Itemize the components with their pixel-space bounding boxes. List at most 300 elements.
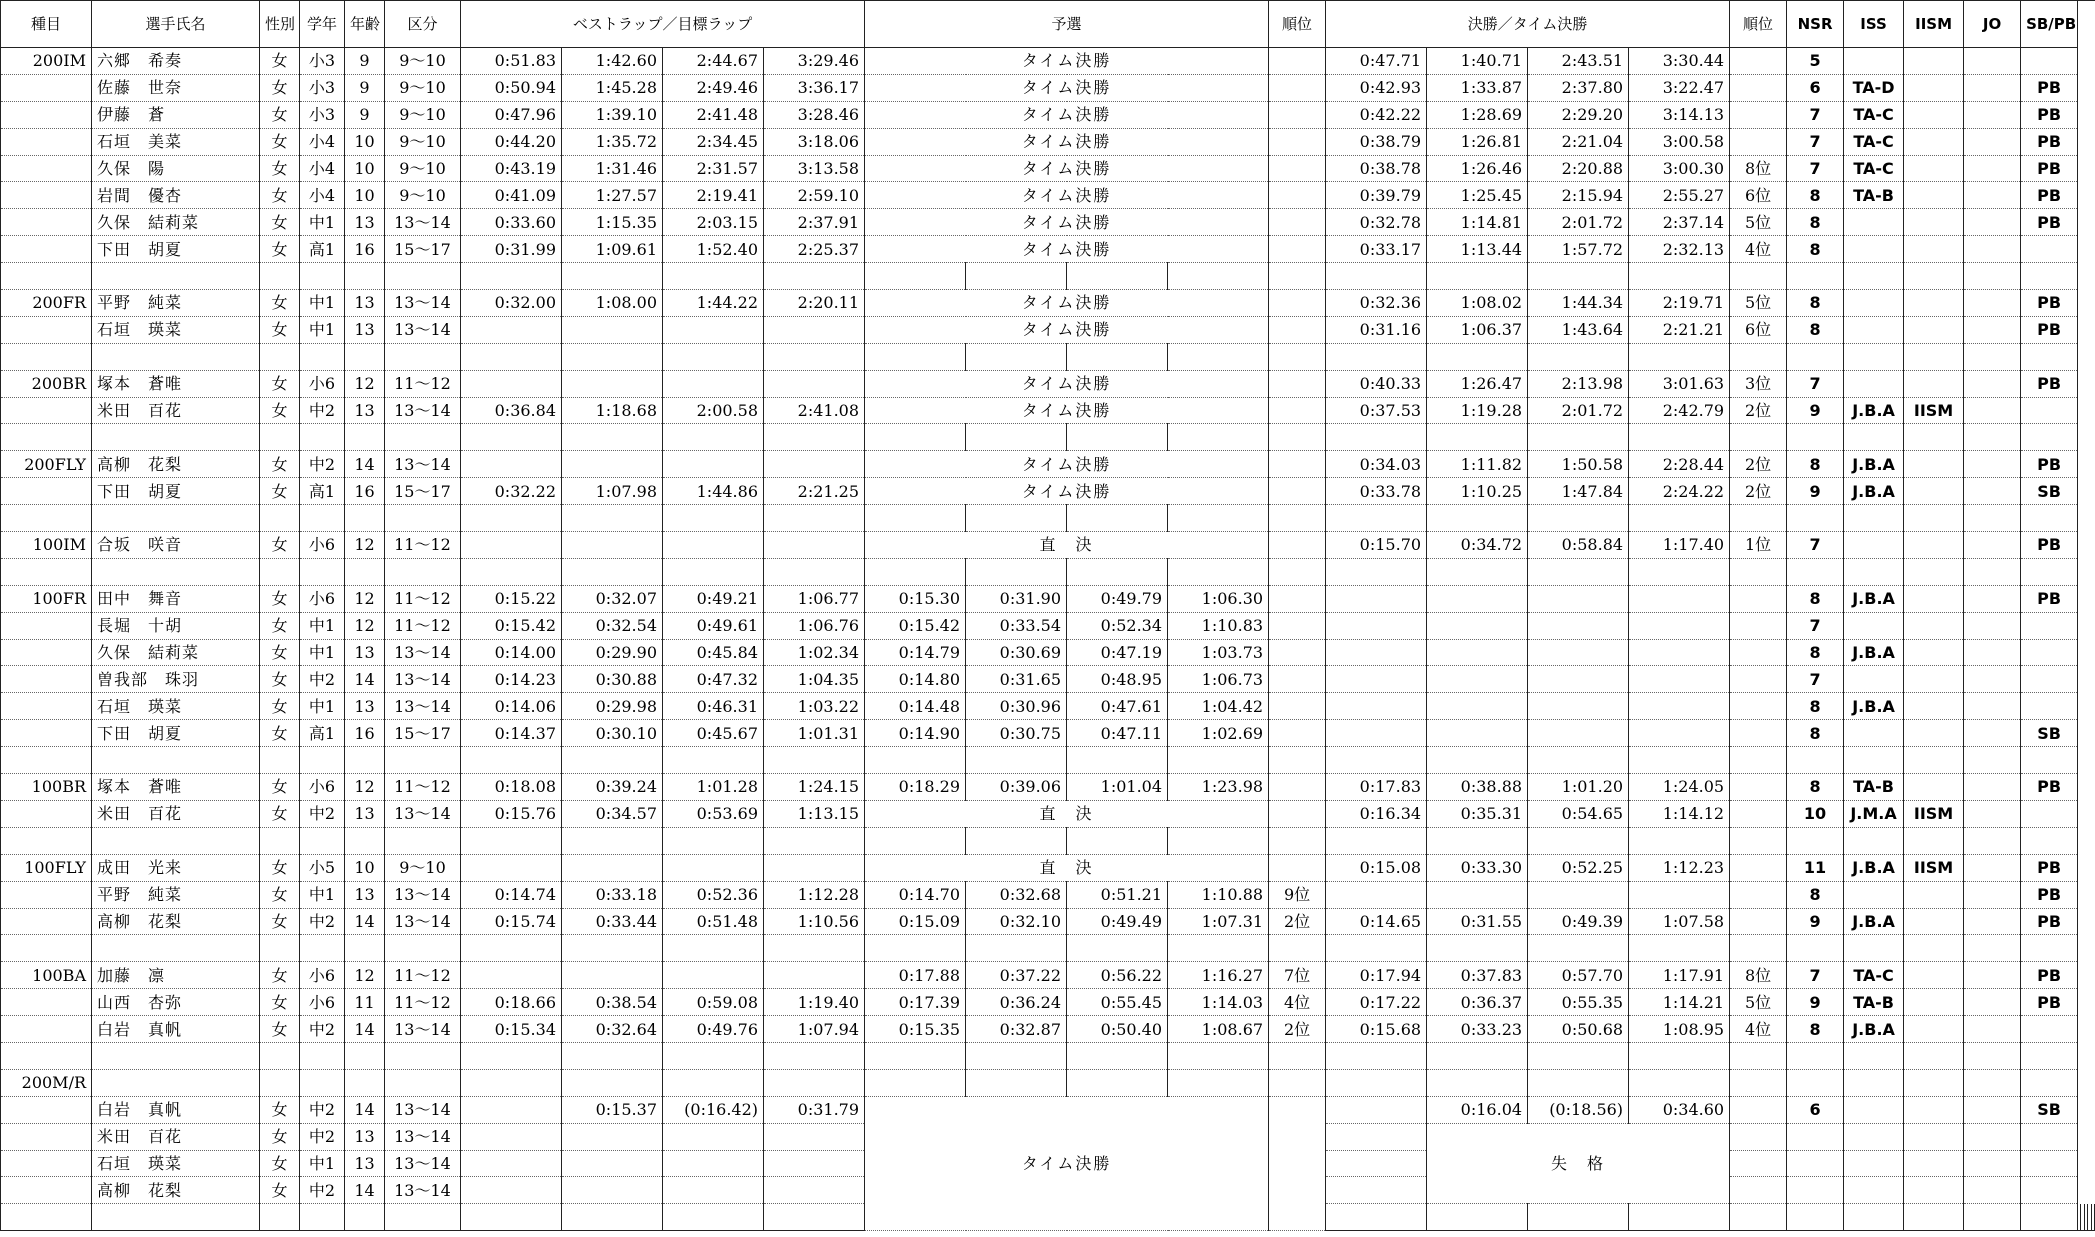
final-lap-cell: [1629, 585, 1730, 612]
sbpb-cell: [2021, 693, 2078, 720]
event-cell: [1, 236, 92, 263]
empty-cell: [1629, 343, 1730, 370]
nsr-cell: 7: [1787, 128, 1844, 155]
spacer-row: [1, 747, 2095, 774]
iism-cell: [1904, 236, 1964, 263]
jo-cell: [1964, 290, 2021, 317]
swimmer-name: 米田 百花: [92, 1123, 260, 1150]
iism-cell: [1904, 101, 1964, 128]
empty-cell: [345, 263, 385, 290]
rank-prelim-cell: [1269, 532, 1326, 559]
table-row: [1, 370, 2095, 397]
final-lap-cell: 0:16.34: [1326, 800, 1427, 827]
swimmer-name: 塚本 蒼唯: [92, 774, 260, 801]
best-lap-cell: [764, 370, 865, 397]
best-lap-cell: 1:19.40: [764, 989, 865, 1016]
table-row: [1, 1096, 2095, 1123]
nsr-cell: 7: [1787, 612, 1844, 639]
prelim-lap-cell: 0:14.80: [865, 666, 966, 693]
rank-prelim-cell: [1269, 370, 1326, 397]
final-lap-cell: 0:58.84: [1528, 532, 1629, 559]
nsr-cell: 8: [1787, 639, 1844, 666]
final-lap-cell: 0:54.65: [1528, 800, 1629, 827]
best-lap-cell: 2:49.46: [663, 74, 764, 101]
final-lap-cell: [1326, 1150, 1427, 1177]
empty-cell: [966, 827, 1067, 854]
gender-cell: 女: [260, 478, 300, 505]
empty-cell: [2021, 343, 2078, 370]
iism-cell: [1904, 989, 1964, 1016]
final-lap-cell: 0:42.93: [1326, 74, 1427, 101]
final-lap-cell: 0:38.88: [1427, 774, 1528, 801]
gender-cell: 女: [260, 316, 300, 343]
nsr-cell: 8: [1787, 316, 1844, 343]
empty-cell: [764, 558, 865, 585]
jo-cell: [1964, 397, 2021, 424]
rank-final-cell: 4位: [1730, 236, 1787, 263]
prelim-merged: 直 決: [865, 854, 1269, 881]
relay-final-merged: 失 格: [1427, 1123, 1730, 1204]
gender-cell: 女: [260, 962, 300, 989]
table-row: [1, 155, 2095, 182]
empty-cell: [300, 747, 345, 774]
empty-cell: [1787, 827, 1844, 854]
iism-cell: [1904, 908, 1964, 935]
grade-cell: 中1: [300, 881, 345, 908]
nsr-cell: 8: [1787, 585, 1844, 612]
swimmer-name: 久保 結莉菜: [92, 639, 260, 666]
empty-cell: [865, 935, 966, 962]
best-lap-cell: [764, 451, 865, 478]
empty-cell: [1730, 827, 1787, 854]
gender-cell: 女: [260, 1123, 300, 1150]
best-lap-cell: 0:49.61: [663, 612, 764, 639]
best-lap-cell: 0:44.20: [461, 128, 562, 155]
final-lap-cell: 0:38.79: [1326, 128, 1427, 155]
header-iss: ISS: [1844, 1, 1904, 48]
empty-cell: [1168, 505, 1269, 532]
swimmer-name: 石垣 美菜: [92, 128, 260, 155]
empty-cell: [1964, 747, 2021, 774]
best-lap-cell: 1:27.57: [562, 182, 663, 209]
final-lap-cell: 0:38.78: [1326, 155, 1427, 182]
empty-cell: [1067, 1069, 1168, 1096]
best-lap-cell: 1:03.22: [764, 693, 865, 720]
rank-final-cell: 3位: [1730, 370, 1787, 397]
nsr-cell: 8: [1787, 693, 1844, 720]
final-lap-cell: 1:40.71: [1427, 48, 1528, 75]
empty-cell: [300, 827, 345, 854]
empty-cell: [1168, 1042, 1269, 1069]
rank-final-cell: [1730, 639, 1787, 666]
sbpb-cell: PB: [2021, 451, 2078, 478]
spacer-row: [1, 827, 2095, 854]
gender-cell: 女: [260, 370, 300, 397]
empty-cell: [1787, 747, 1844, 774]
best-lap-cell: 0:51.83: [461, 48, 562, 75]
jo-cell: [1964, 720, 2021, 747]
best-lap-cell: 1:24.15: [764, 774, 865, 801]
age-cell: 16: [345, 720, 385, 747]
best-lap-cell: 2:37.91: [764, 209, 865, 236]
final-lap-cell: [1427, 639, 1528, 666]
swimmer-name: 山西 杏弥: [92, 989, 260, 1016]
event-cell: [1, 182, 92, 209]
final-lap-cell: 0:15.68: [1326, 1016, 1427, 1043]
iism-cell: [1904, 881, 1964, 908]
empty-cell: [1730, 558, 1787, 585]
empty-cell: [461, 343, 562, 370]
table-row: [1, 989, 2095, 1016]
jo-cell: [1964, 128, 2021, 155]
empty-cell: [1067, 747, 1168, 774]
empty-cell: [345, 747, 385, 774]
best-lap-cell: [764, 962, 865, 989]
final-lap-cell: 1:14.21: [1629, 989, 1730, 1016]
best-lap-cell: 0:32.64: [562, 1016, 663, 1043]
empty-cell: [1629, 263, 1730, 290]
event-cell: [1, 397, 92, 424]
rank-prelim-cell: 2位: [1269, 908, 1326, 935]
best-lap-cell: 0:45.67: [663, 720, 764, 747]
empty-cell: [1904, 827, 1964, 854]
empty-cell: [300, 1069, 345, 1096]
empty-cell: [260, 1042, 300, 1069]
empty-cell: [1629, 558, 1730, 585]
division-cell: 11～12: [385, 532, 461, 559]
iism-cell: [1904, 774, 1964, 801]
best-lap-cell: [562, 962, 663, 989]
rank-prelim-cell: [1269, 720, 1326, 747]
sbpb-cell: PB: [2021, 989, 2078, 1016]
final-lap-cell: 0:15.70: [1326, 532, 1427, 559]
empty-cell: [1904, 1204, 1964, 1231]
rank-prelim-cell: [1269, 774, 1326, 801]
table-row: [1, 639, 2095, 666]
final-lap-cell: [1427, 666, 1528, 693]
final-lap-cell: 2:43.51: [1528, 48, 1629, 75]
prelim-lap-cell: 0:14.48: [865, 693, 966, 720]
final-lap-cell: [1629, 881, 1730, 908]
age-cell: 10: [345, 854, 385, 881]
final-lap-cell: 1:11.82: [1427, 451, 1528, 478]
final-lap-cell: 1:01.20: [1528, 774, 1629, 801]
jo-cell: [1964, 532, 2021, 559]
grade-cell: 中1: [300, 209, 345, 236]
prelim-lap-cell: 1:02.69: [1168, 720, 1269, 747]
best-lap-cell: [562, 451, 663, 478]
table-row: [1, 800, 2095, 827]
iss-cell: [1844, 209, 1904, 236]
iss-cell: J.B.A: [1844, 451, 1904, 478]
best-lap-cell: 2:20.11: [764, 290, 865, 317]
empty-cell: [300, 263, 345, 290]
empty-cell: [1730, 505, 1787, 532]
empty-cell: [1904, 558, 1964, 585]
iism-cell: [1904, 155, 1964, 182]
iss-cell: [1844, 881, 1904, 908]
empty-cell: [461, 558, 562, 585]
iism-cell: [1904, 720, 1964, 747]
table-row: [1, 612, 2095, 639]
empty-cell: [1067, 558, 1168, 585]
final-lap-cell: (0:18.56): [1528, 1096, 1629, 1123]
empty-cell: [1168, 558, 1269, 585]
age-cell: 13: [345, 397, 385, 424]
iss-cell: TA-D: [1844, 74, 1904, 101]
empty-cell: [1964, 1042, 2021, 1069]
rank-final-cell: 5位: [1730, 209, 1787, 236]
empty-cell: [345, 505, 385, 532]
gender-cell: 女: [260, 236, 300, 263]
iss-cell: TA-B: [1844, 182, 1904, 209]
final-lap-cell: 0:49.39: [1528, 908, 1629, 935]
jo-cell: [1964, 209, 2021, 236]
prelim-lap-cell: 0:55.45: [1067, 989, 1168, 1016]
grade-cell: 小6: [300, 774, 345, 801]
best-lap-cell: [663, 532, 764, 559]
best-lap-cell: 0:15.34: [461, 1016, 562, 1043]
gender-cell: 女: [260, 48, 300, 75]
empty-cell: [663, 1069, 764, 1096]
final-lap-cell: 3:30.44: [1629, 48, 1730, 75]
age-cell: 14: [345, 666, 385, 693]
prelim-lap-cell: 0:48.95: [1067, 666, 1168, 693]
prelim-lap-cell: 0:32.10: [966, 908, 1067, 935]
final-lap-cell: 2:28.44: [1629, 451, 1730, 478]
final-lap-cell: 0:52.25: [1528, 854, 1629, 881]
event-cell: 200M/R: [1, 1069, 92, 1096]
prelim-lap-cell: 1:23.98: [1168, 774, 1269, 801]
nsr-cell: 7: [1787, 666, 1844, 693]
empty-cell: [764, 1042, 865, 1069]
best-lap-cell: [663, 451, 764, 478]
empty-cell: [1168, 424, 1269, 451]
prelim-merged: タイム決勝: [865, 478, 1269, 505]
empty-cell: [1629, 424, 1730, 451]
empty-cell: [663, 424, 764, 451]
final-lap-cell: 1:24.05: [1629, 774, 1730, 801]
swimmer-name: 伊藤 蒼: [92, 101, 260, 128]
swimmer-name: 田中 舞音: [92, 585, 260, 612]
sbpb-cell: PB: [2021, 585, 2078, 612]
best-lap-cell: 1:44.86: [663, 478, 764, 505]
empty-cell: [1168, 827, 1269, 854]
rank-prelim-cell: [1269, 48, 1326, 75]
final-lap-cell: 0:55.35: [1528, 989, 1629, 1016]
empty-cell: [345, 1042, 385, 1069]
rank-final-cell: [1730, 1150, 1787, 1177]
sbpb-cell: [2021, 48, 2078, 75]
swimmer-name: 佐藤 世奈: [92, 74, 260, 101]
empty-cell: [562, 747, 663, 774]
gender-cell: 女: [260, 101, 300, 128]
empty-cell: [92, 935, 260, 962]
best-lap-cell: 2:44.67: [663, 48, 764, 75]
final-lap-cell: 0:33.23: [1427, 1016, 1528, 1043]
iss-cell: J.B.A: [1844, 585, 1904, 612]
empty-cell: [385, 558, 461, 585]
final-lap-cell: 0:15.08: [1326, 854, 1427, 881]
header-rank-prelim: 順位: [1269, 1, 1326, 48]
rank-prelim-cell: [1269, 74, 1326, 101]
empty-cell: [2091, 1204, 2094, 1231]
swimmer-name: 米田 百花: [92, 397, 260, 424]
rank-final-cell: 2位: [1730, 397, 1787, 424]
division-cell: 13～14: [385, 1150, 461, 1177]
grade-cell: 中2: [300, 1123, 345, 1150]
rank-final-cell: [1730, 854, 1787, 881]
event-cell: [1, 101, 92, 128]
empty-cell: [865, 424, 966, 451]
event-cell: [1, 720, 92, 747]
rank-prelim-cell: 2位: [1269, 1016, 1326, 1043]
iss-cell: J.B.A: [1844, 397, 1904, 424]
division-cell: 13～14: [385, 908, 461, 935]
best-lap-cell: 0:18.08: [461, 774, 562, 801]
best-lap-cell: [461, 1177, 562, 1204]
age-cell: 12: [345, 962, 385, 989]
prelim-merged: 直 決: [865, 800, 1269, 827]
header-iism: IISM: [1904, 1, 1964, 48]
jo-cell: [1964, 989, 2021, 1016]
division-cell: 13～14: [385, 881, 461, 908]
best-lap-cell: 2:03.15: [663, 209, 764, 236]
event-cell: [1, 128, 92, 155]
best-lap-cell: 1:35.72: [562, 128, 663, 155]
empty-cell: [1528, 1069, 1629, 1096]
iism-cell: [1904, 209, 1964, 236]
iss-cell: [1844, 532, 1904, 559]
empty-cell: [92, 505, 260, 532]
prelim-lap-cell: 1:06.73: [1168, 666, 1269, 693]
table-row: [1, 774, 2095, 801]
jo-cell: [1964, 451, 2021, 478]
empty-cell: [260, 343, 300, 370]
division-cell: 9～10: [385, 74, 461, 101]
final-lap-cell: 1:12.23: [1629, 854, 1730, 881]
best-lap-cell: 1:06.77: [764, 585, 865, 612]
prelim-lap-cell: 1:16.27: [1168, 962, 1269, 989]
prelim-lap-cell: 1:10.88: [1168, 881, 1269, 908]
empty-cell: [2021, 263, 2078, 290]
empty-cell: [92, 263, 260, 290]
empty-cell: [385, 505, 461, 532]
final-lap-cell: [1528, 693, 1629, 720]
event-cell: [1, 693, 92, 720]
spacer-row: [1, 1042, 2095, 1069]
empty-cell: [92, 424, 260, 451]
best-lap-cell: [663, 1177, 764, 1204]
swimmer-name: 下田 胡夏: [92, 236, 260, 263]
event-cell: [1, 747, 92, 774]
empty-cell: [461, 827, 562, 854]
sbpb-cell: PB: [2021, 774, 2078, 801]
prelim-merged: タイム決勝: [865, 209, 1269, 236]
division-cell: 13～14: [385, 451, 461, 478]
best-lap-cell: 2:34.45: [663, 128, 764, 155]
sbpb-cell: PB: [2021, 128, 2078, 155]
jo-cell: [1964, 693, 2021, 720]
rank-final-cell: [1730, 74, 1787, 101]
swimmer-name: 岩間 優杏: [92, 182, 260, 209]
final-lap-cell: 0:31.16: [1326, 316, 1427, 343]
best-lap-cell: 0:29.98: [562, 693, 663, 720]
rank-prelim-cell: [1269, 800, 1326, 827]
prelim-lap-cell: 0:33.54: [966, 612, 1067, 639]
empty-cell: [1067, 1042, 1168, 1069]
table-row: [1, 666, 2095, 693]
age-cell: 13: [345, 1123, 385, 1150]
final-lap-cell: 1:33.87: [1427, 74, 1528, 101]
event-cell: [1, 666, 92, 693]
gender-cell: 女: [260, 612, 300, 639]
table-row: [1, 478, 2095, 505]
rank-prelim-cell: [1269, 397, 1326, 424]
prelim-lap-cell: 0:37.22: [966, 962, 1067, 989]
empty-cell: [1269, 263, 1326, 290]
empty-cell: [1787, 263, 1844, 290]
grade-cell: 中2: [300, 1177, 345, 1204]
iss-cell: [1844, 1096, 1904, 1123]
best-lap-cell: 0:15.37: [562, 1096, 663, 1123]
empty-cell: [461, 935, 562, 962]
prelim-lap-cell: 0:30.75: [966, 720, 1067, 747]
spacer-row: [1, 263, 2095, 290]
prelim-lap-cell: 0:31.90: [966, 585, 1067, 612]
empty-cell: [663, 505, 764, 532]
empty-cell: [1904, 747, 1964, 774]
final-lap-cell: [1427, 881, 1528, 908]
iss-cell: [1844, 316, 1904, 343]
empty-cell: [1787, 1204, 1844, 1231]
empty-cell: [1269, 827, 1326, 854]
prelim-lap-cell: 0:32.87: [966, 1016, 1067, 1043]
table-row: [1, 532, 2095, 559]
age-cell: 10: [345, 182, 385, 209]
empty-cell: [345, 424, 385, 451]
empty-cell: [461, 747, 562, 774]
best-lap-cell: (0:16.42): [663, 1096, 764, 1123]
iss-cell: [1844, 236, 1904, 263]
empty-cell: [1787, 1042, 1844, 1069]
sbpb-cell: PB: [2021, 881, 2078, 908]
final-lap-cell: [1629, 693, 1730, 720]
sbpb-cell: [2021, 1150, 2078, 1177]
best-lap-cell: 2:25.37: [764, 236, 865, 263]
rank-prelim-cell: 7位: [1269, 962, 1326, 989]
final-lap-cell: [1326, 693, 1427, 720]
best-lap-cell: 0:18.66: [461, 989, 562, 1016]
empty-cell: [663, 558, 764, 585]
final-lap-cell: 0:34.72: [1427, 532, 1528, 559]
final-lap-cell: [1326, 639, 1427, 666]
division-cell: 13～14: [385, 1177, 461, 1204]
iism-cell: [1904, 962, 1964, 989]
table-row: [1, 209, 2095, 236]
empty-cell: [1904, 1069, 1964, 1096]
empty-cell: [1787, 424, 1844, 451]
empty-cell: [385, 1042, 461, 1069]
empty-cell: [1427, 505, 1528, 532]
empty-cell: [764, 747, 865, 774]
sbpb-cell: [2021, 236, 2078, 263]
rank-prelim-cell: [1269, 478, 1326, 505]
best-lap-cell: 1:15.35: [562, 209, 663, 236]
rank-final-cell: [1730, 1177, 1787, 1204]
empty-cell: [764, 263, 865, 290]
empty-cell: [1730, 935, 1787, 962]
